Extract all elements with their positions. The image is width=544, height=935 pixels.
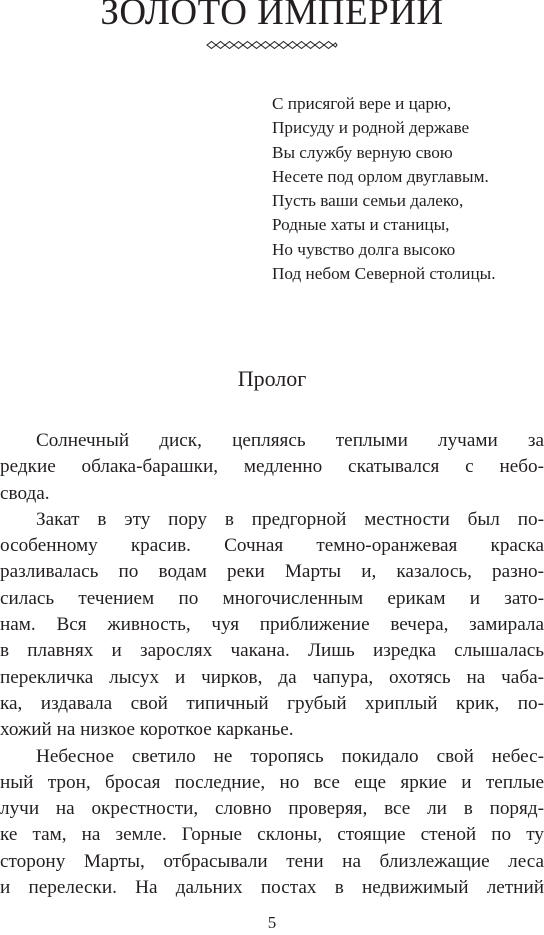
verse-line: Вы службу верную свою xyxy=(272,142,453,162)
text-line: Небесное светило не торопясь покидало свой небес- xyxy=(36,745,544,767)
prologue-text xyxy=(0,428,544,901)
text-line: редкие облака-барашки, медленно скатывался с небо- xyxy=(0,456,544,478)
verse-line: Под небом Северной столицы. xyxy=(272,264,496,284)
verse-line: Родные хаты и станицы, xyxy=(272,215,450,235)
epigraph-verse xyxy=(272,92,542,286)
text-line: Закат в эту пору в предгорной местности был по- xyxy=(36,508,544,530)
text-line: хожий на низкое короткое карканье. xyxy=(0,719,294,741)
text-line: в плавнях и зарослях чакана. Лишь изредка слышалась xyxy=(0,640,544,662)
verse-line: С присягой вере и царю, xyxy=(272,94,452,113)
diamond-chain-ornament-icon xyxy=(206,40,338,50)
chapter-title: Пролог xyxy=(237,366,307,391)
text-line: Солнечный диск, цепляясь теплыми лучами за xyxy=(36,430,544,451)
verse-line: Присуду и родной державе xyxy=(272,118,470,138)
text-line: ка, издавала свой типичный грубый хриплый крик, по- xyxy=(0,692,544,714)
ornament-divider xyxy=(0,40,544,54)
text-line: сторону Марты, отбрасывали тени на близлежащие леса xyxy=(0,850,544,872)
book-title: ЗОЛОТО ИМПЕРИИ xyxy=(100,0,444,33)
verse-line: Пусть ваши семьи далеко, xyxy=(272,191,464,211)
text-line: силась течением по многочисленным ерикам и зато- xyxy=(0,587,544,609)
verse-line: Несете под орлом двуглавым. xyxy=(272,166,489,186)
text-line: лучи на окрестности, словно проверяя, все ли в поряд- xyxy=(0,798,544,820)
verse-line: Но чувство долга высоко xyxy=(272,239,456,259)
text-line: перекличка лысух и чирков, да чапура, охотясь на чаба- xyxy=(0,666,544,688)
text-line: разливалась по водам реки Марты и, казалось, разно- xyxy=(0,561,544,583)
text-line: ке там, на земле. Горные склоны, стоящие стеной по ту xyxy=(0,824,544,846)
page-number: 5 xyxy=(267,913,277,932)
text-line: и перелески. На дальних постах в недвижимый летний xyxy=(0,877,544,899)
text-line: свода. xyxy=(0,482,50,504)
text-line: ный трон, бросая последние, но все еще яркие и теплые xyxy=(0,771,544,793)
text-line: нам. Вся живность, чуя приближение вечера, замирала xyxy=(0,614,544,636)
text-line: особенному красив. Сочная темно-оранжевая краска xyxy=(0,535,544,557)
